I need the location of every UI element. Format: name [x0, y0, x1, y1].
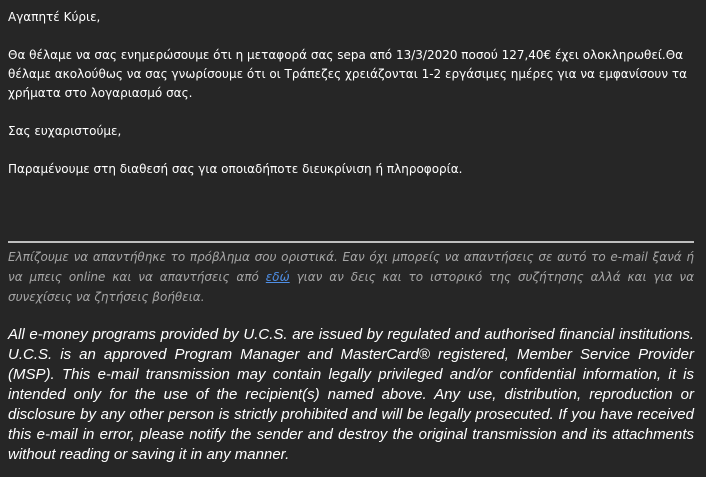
message-line-2: θέλαμε ακολούθως να σας γνωρίσουμε ότι οι Τράπεζες χρειάζονται 1-2 εργάσιμες ημέρες για να εμφανίσουν τα: [8, 67, 688, 81]
greeting: Αγαπητέ Κύριε,: [8, 10, 101, 24]
closing-line: Παραμένουμε στη διαθεσή σας για οποιαδήποτε διευκρίνιση ή πληροφορία.: [8, 162, 463, 176]
message-line-1: Θα θέλαμε να σας ενημερώσουμε ότι η μεταφορά σας sepa από 13/3/2020 ποσού 127,40€ έχει ολοκληρωθεί.Θα: [8, 48, 684, 62]
signature-divider: [8, 241, 694, 243]
legal-disclaimer: All e-money programs provided by U.C.S. are issued by regulated and authorised financial institutions. U.C.S. is an approved Program Manager and MasterCard® registered, Member Service Provider (MSP). This e-mail transmission may contain legally privileged and/or confidential information, it is intended only for the use of the recipient(s) named above. Any use, distribution, reproduction or disclosure by any other person is strictly prohibited and will be legally prosecuted. If you have received this e-mail in error, please notify the sender and destroy the original transmission and its attachments without reading or saving it in any manner.: [8, 326, 694, 463]
follow-up-note: [8, 247, 694, 307]
thanks-line: Σας ευχαριστούμε,: [8, 124, 122, 138]
note-text-after-link: γιαν αν δεις και το ιστορικό της συζήτησης αλλά και για να συνεχίσεις να ζητήσεις βοήθεια.: [8, 270, 694, 304]
here-link[interactable]: εδώ: [265, 270, 290, 284]
message-line-3: χρήματα στο λογαριασμό σας.: [8, 86, 193, 100]
note-text-before-link: Ελπίζουμε να απαντήθηκε το πρόβλημα σου οριστικά. Εαν όχι μπορείς να απαντήσεις σε αυτό το e-mail ξανά ή να μπεις online και να απαντήσεις από: [8, 250, 694, 284]
